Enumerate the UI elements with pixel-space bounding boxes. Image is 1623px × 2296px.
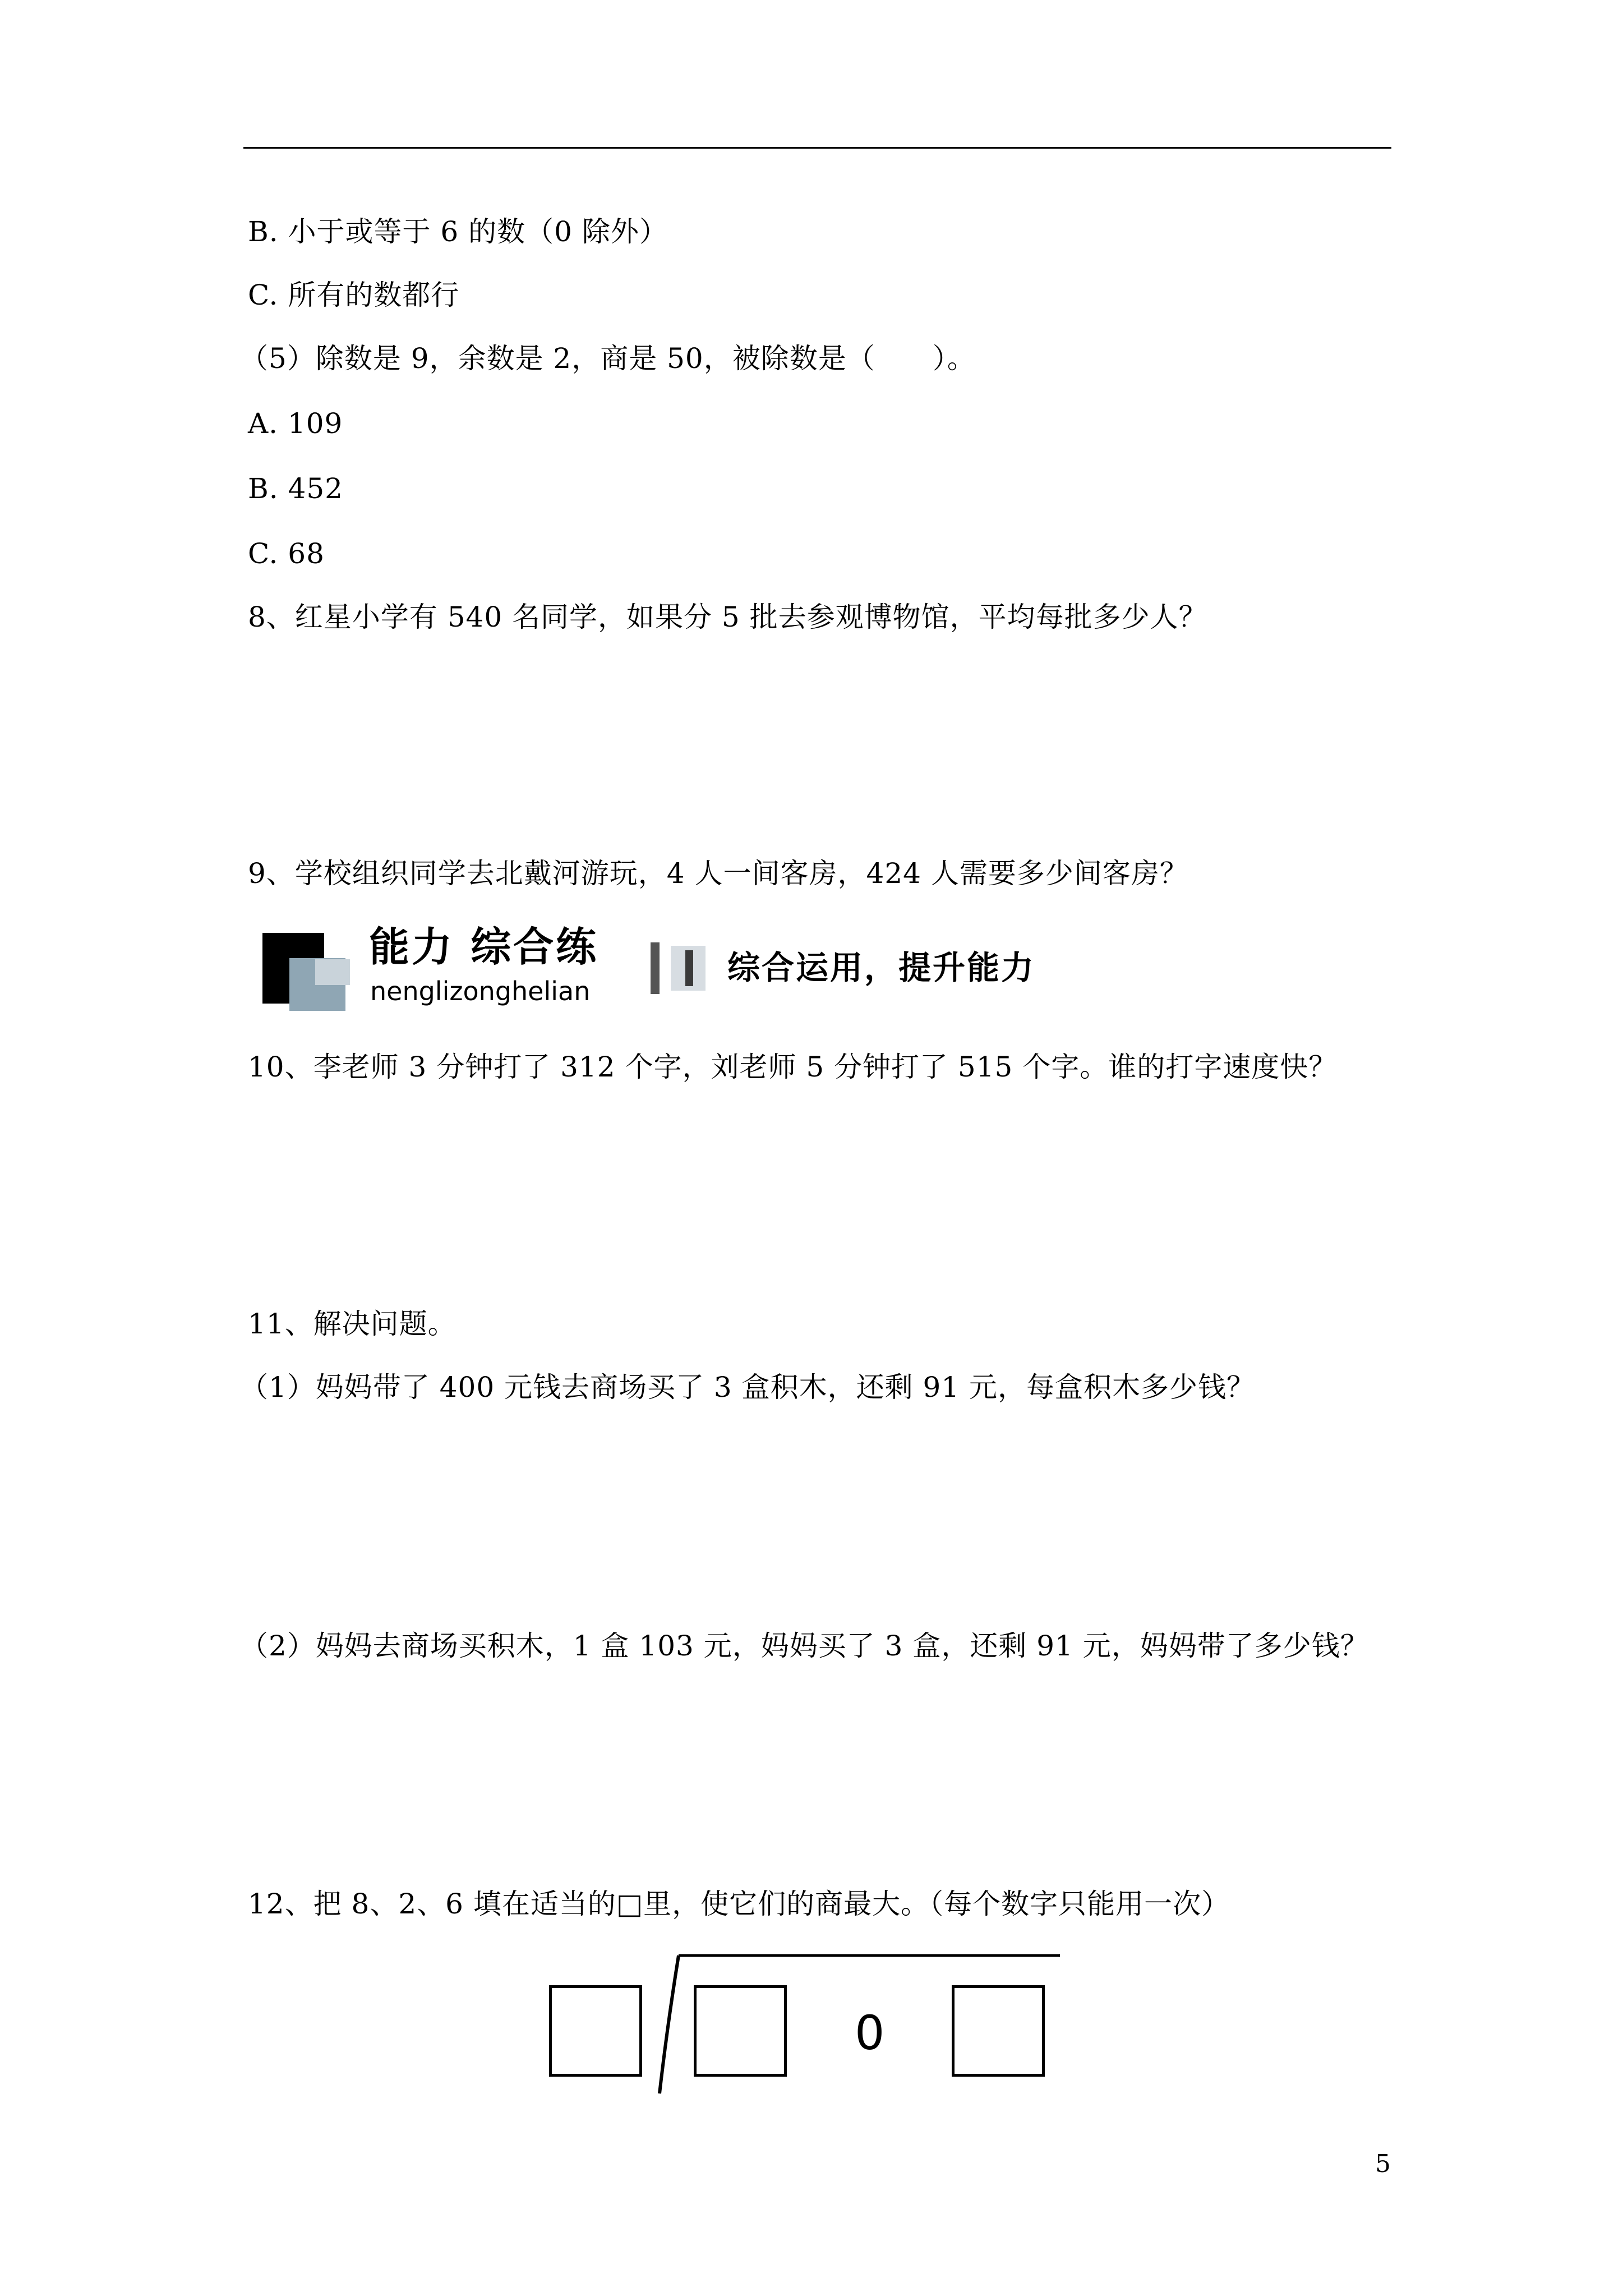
dividend-zero-digit: 0: [855, 2005, 885, 2060]
dividend-hundreds-box: [694, 1985, 787, 2077]
banner-logo-highlight: [315, 959, 350, 985]
dividend-ones-box: [952, 1985, 1045, 2077]
banner-pinyin: nenglizonghelian: [370, 976, 591, 1006]
divisor-box: [549, 1985, 642, 2077]
banner-separator-bar: [651, 942, 660, 994]
question-10: 10、李老师 3 分钟打了 312 个字，刘老师 5 分钟打了 515 个字。谁的打字速度快？: [248, 1051, 1338, 1083]
q7-5-option-a: A. 109: [248, 407, 343, 440]
question-12: 12、把 8、2、6 填在适当的□里，使它们的商最大。（每个数字只能用一次）: [248, 1888, 1230, 1920]
q7-5-option-c: C. 68: [248, 537, 325, 570]
question-8: 8、红星小学有 540 名同学，如果分 5 批去参观博物馆，平均每批多少人？: [248, 601, 1207, 633]
q7-4-option-b: B. 小于或等于 6 的数（0 除外）: [248, 215, 668, 248]
question-11-title: 11、解决问题。: [248, 1308, 457, 1340]
page-number: 5: [1375, 2150, 1391, 2178]
q7-5-stem: （5）除数是 9，余数是 2，商是 50，被除数是（ ）。: [240, 342, 976, 375]
question-11-part-2: （2）妈妈去商场买积木，1 盒 103 元，妈妈买了 3 盒，还剩 91 元，妈妈带了多少钱？: [240, 1630, 1369, 1662]
question-9: 9、学校组织同学去北戴河游玩，4 人一间客房，424 人需要多少间客房？: [248, 857, 1188, 890]
header-rule: [243, 147, 1391, 149]
banner-slogan: 综合运用，提升能力: [727, 949, 1036, 987]
q7-5-option-b: B. 452: [248, 472, 343, 505]
question-11-part-1: （1）妈妈带了 400 元钱去商场买了 3 盒积木，还剩 91 元，每盒积木多少钱？: [240, 1371, 1256, 1404]
banner-title: 能力 综合练: [369, 923, 599, 970]
banner-separator-mark: [685, 950, 693, 986]
q7-4-option-c: C. 所有的数都行: [248, 279, 460, 311]
